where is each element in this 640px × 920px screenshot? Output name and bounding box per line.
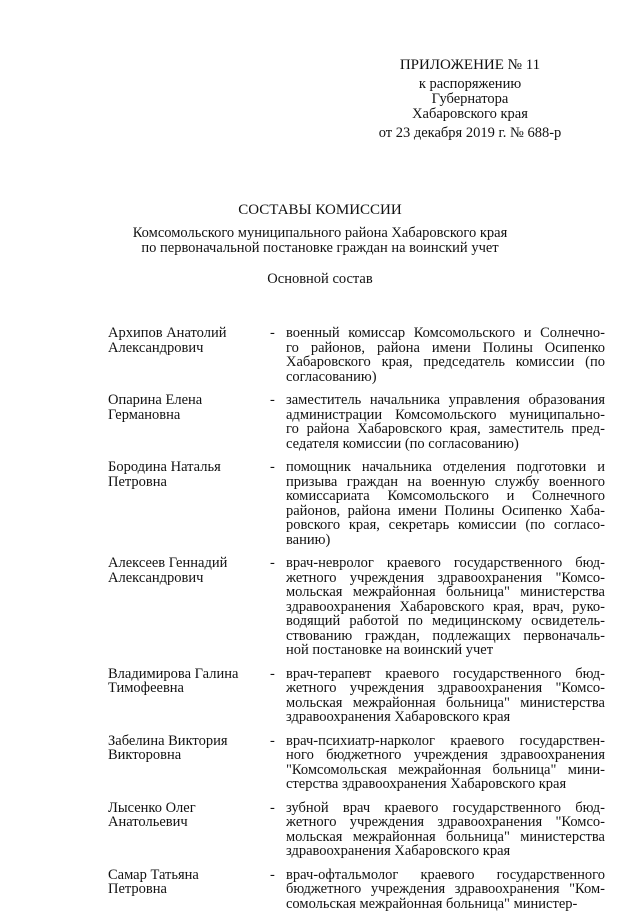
member-role-line: призыва граждан на военную службу военного xyxy=(286,473,605,490)
member-name-line: Алексеев Геннадий xyxy=(108,555,228,571)
member-row xyxy=(108,801,605,859)
appendix-line: к распоряжению xyxy=(418,76,522,92)
member-role-line: военный комиссар Комсомольского и Солнечно- xyxy=(286,325,605,341)
member-dash: - xyxy=(270,799,275,816)
member-role-line: здравоохранения Хабаровского края xyxy=(286,843,511,859)
member-name-line: Забелина Виктория xyxy=(108,732,228,749)
member-role-line: мольская межрайонная больница" министерства xyxy=(286,828,605,845)
member-role-line: администрации Комсомольского муниципально- xyxy=(286,406,605,423)
member-role-line: здравоохранения Хабаровского края, врач, руко- xyxy=(286,598,605,615)
member-role-line: врач-психиатр-нарколог краевого государствен- xyxy=(286,732,605,749)
member-role-line: го района Хабаровского края, заместитель пред- xyxy=(286,421,605,437)
member-row xyxy=(108,460,605,547)
member-row xyxy=(108,326,605,384)
member-row xyxy=(108,667,605,725)
member-role-line: жетного учреждения здравоохранения "Комсо- xyxy=(286,680,605,696)
member-role xyxy=(286,801,605,859)
member-name-line: Александрович xyxy=(108,569,204,586)
member-role-line: зубной врач краевого государственного бюд- xyxy=(286,799,605,816)
member-role-line: комиссариата Комсомольского и Солнечного xyxy=(286,488,605,504)
member-name-line: Петровна xyxy=(108,881,167,897)
member-name-line: Лысенко Олег xyxy=(108,799,196,816)
member-name-line: Александрович xyxy=(108,339,204,356)
member-role-line: седателя комиссии (по согласованию) xyxy=(286,435,519,452)
member-dash: - xyxy=(270,665,275,682)
member-role-line: помощник начальника отделения подготовки и xyxy=(286,459,605,475)
member-row xyxy=(108,734,605,792)
member-role-line: врач-офтальмолог краевого государственного xyxy=(286,866,605,883)
subtitle-line: по первоначальной постановке граждан на воинский учет xyxy=(141,240,499,256)
member-role-line: ровского края, секретарь комиссии (по согласо- xyxy=(286,517,605,533)
member-dash: - xyxy=(270,866,275,883)
appendix-date: от 23 декабря 2019 г. № 688-р xyxy=(378,125,562,141)
member-name xyxy=(108,556,268,585)
member-name-line: Опарина Елена xyxy=(108,392,203,408)
section-heading: Основной состав xyxy=(267,271,373,287)
member-dash: - xyxy=(270,459,275,475)
member-name xyxy=(108,868,268,897)
member-row xyxy=(108,556,605,658)
member-role-line: ствованию граждан, подлежащих первоначаль- xyxy=(286,627,605,644)
document-title: СОСТАВЫ КОМИССИИ xyxy=(238,202,402,218)
document-subtitle xyxy=(0,226,640,256)
member-role-line: согласованию) xyxy=(286,368,377,385)
member-role-line: заместитель начальника управления образования xyxy=(286,392,605,408)
member-role xyxy=(286,326,605,384)
member-name-line: Викторовна xyxy=(108,747,182,763)
member-role-line: врач-терапевт краевого государственного бюд- xyxy=(286,665,605,682)
member-role-line: районов, района имени Полины Осипенко Хаба- xyxy=(286,502,605,519)
member-name-line: Бородина Наталья xyxy=(108,459,221,475)
member-name-line: Владимирова Галина xyxy=(108,665,239,682)
member-role-line: сомольская межрайонная больница" министер- xyxy=(286,895,578,912)
appendix-header xyxy=(360,58,580,141)
member-row xyxy=(108,868,605,912)
member-role-line: жетного учреждения здравоохранения "Комсо- xyxy=(286,569,605,586)
member-row xyxy=(108,393,605,451)
member-role-line: мольская межрайонная больница" министерства xyxy=(286,694,605,711)
member-role xyxy=(286,868,605,912)
member-role-line: Хабаровского края, председатель комиссии (по xyxy=(286,354,605,370)
member-role-line: врач-невролог краевого государственного бюд- xyxy=(286,555,605,571)
member-name xyxy=(108,326,268,355)
member-role xyxy=(286,460,605,547)
subtitle-line: Комсомольского муниципального района Хабаровского края xyxy=(132,225,508,241)
member-dash: - xyxy=(270,325,275,341)
member-role-line: бюджетного учреждения здравоохранения "Ком- xyxy=(286,881,605,897)
member-role xyxy=(286,556,605,658)
appendix-line: Губернатора xyxy=(431,91,509,107)
member-role-line: ванию) xyxy=(286,531,331,548)
member-role-line: здравоохранения Хабаровского края xyxy=(286,709,511,725)
member-name xyxy=(108,801,268,830)
member-role-line: ной постановке на воинский учет xyxy=(286,642,494,658)
member-name-line: Петровна xyxy=(108,473,167,490)
appendix-line: Хабаровского края xyxy=(412,106,528,122)
member-dash: - xyxy=(270,555,275,571)
member-name-line: Самар Татьяна xyxy=(108,866,199,883)
member-role xyxy=(286,667,605,725)
member-role-line: ного бюджетного учреждения здравоохранения xyxy=(286,747,605,763)
member-role xyxy=(286,393,605,451)
member-role-line: мольская межрайонная больница" министерства xyxy=(286,584,605,600)
member-name-line: Анатольевич xyxy=(108,814,188,830)
member-dash: - xyxy=(270,392,275,408)
member-role xyxy=(286,734,605,792)
member-dash: - xyxy=(270,732,275,749)
member-role-line: жетного учреждения здравоохранения "Комсо- xyxy=(286,814,605,830)
member-role-line: водящий работой по медицинскому освидетель- xyxy=(286,613,605,629)
member-role-line: го районов, района имени Полины Осипенко xyxy=(286,339,605,356)
members-list xyxy=(108,326,605,920)
member-name xyxy=(108,667,268,696)
member-role-line: стерства здравоохранения Хабаровского края xyxy=(286,776,567,792)
member-name-line: Тимофеевна xyxy=(108,680,184,696)
member-role-line: "Комсомольская межрайонная больница" мини- xyxy=(286,761,605,778)
member-name xyxy=(108,460,268,489)
member-name-line: Архипов Анатолий xyxy=(108,325,227,341)
appendix-title: ПРИЛОЖЕНИЕ № 11 xyxy=(399,57,541,73)
member-name xyxy=(108,393,268,422)
member-name-line: Германовна xyxy=(108,406,181,423)
member-name xyxy=(108,734,268,763)
